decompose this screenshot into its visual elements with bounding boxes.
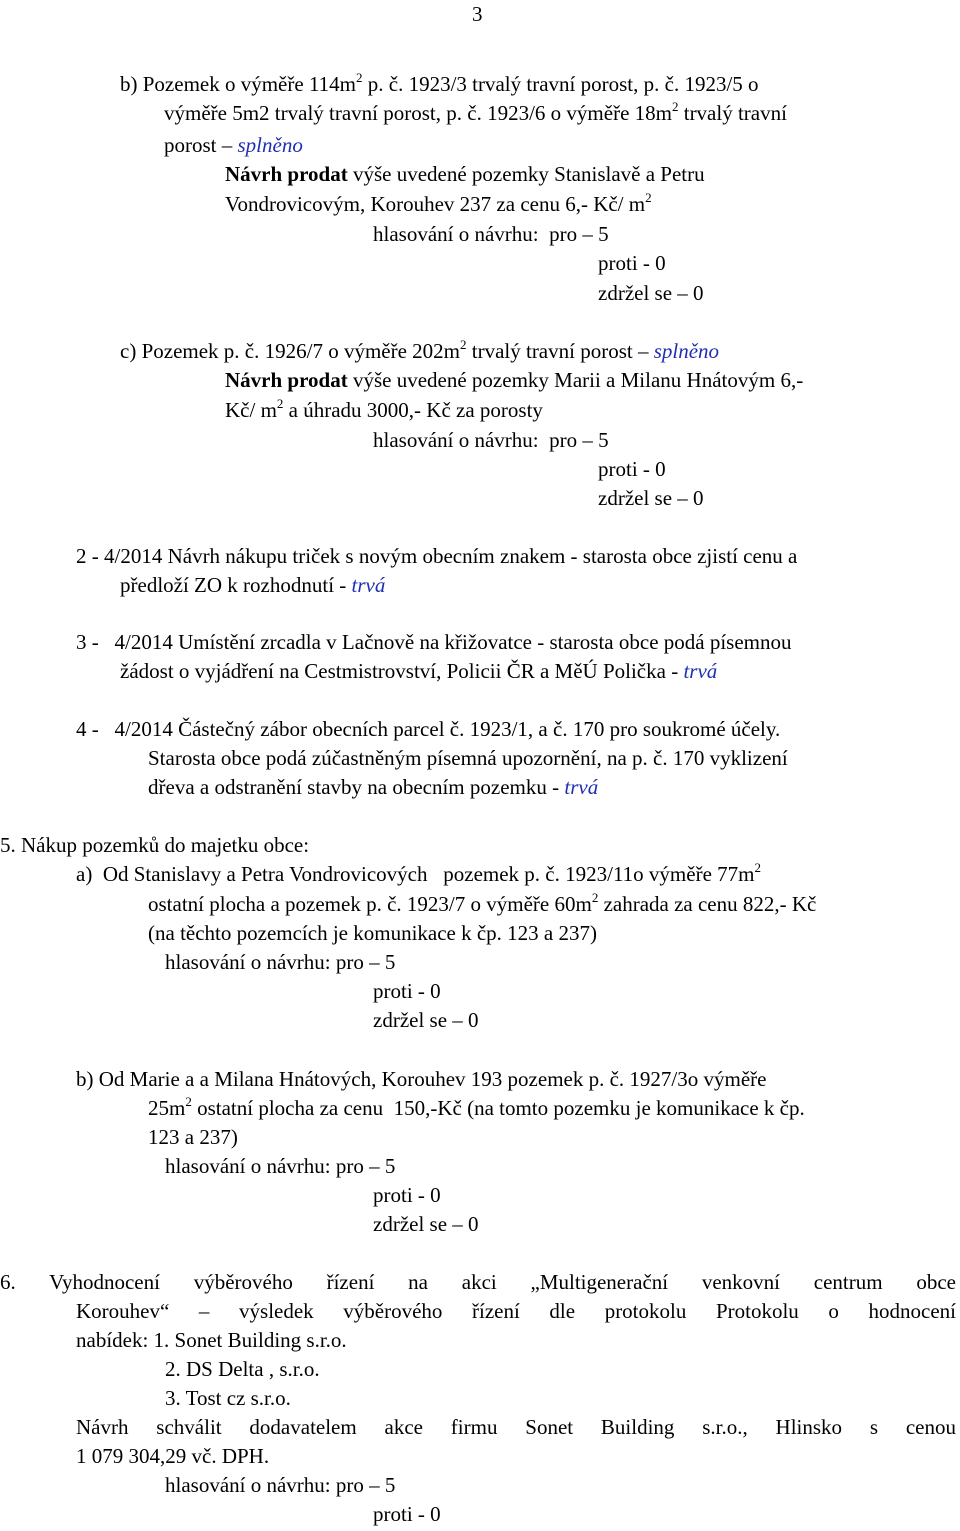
section-5-a-line-1: a) Od Stanislavy a Petra Vondrovicových pozemek p. č. 1923/11o výměře $77m^2$ [76,860,761,886]
item-4-line-2: Starosta obce podá zúčastněným písemná upozornění, na p. č. 170 vyklizení [148,746,788,770]
item-c-line-2: Návrh prodat výše uvedené pozemky Marii a Milanu Hnátovým 6,- [225,368,804,392]
section-6-line-4: 2. DS Delta , s.r.o. [165,1357,320,1381]
vote-against: proti - 0 [598,457,666,481]
section-5-b-line-3: 123 a 237) [148,1125,238,1149]
section-6-line-1: 6. Vyhodnocení výběrového řízení na akci „Multigenerační venkovní centrum obce [0,1270,956,1294]
item-2-line-1: 2 - 4/2014 Návrh nákupu triček s novým obecním znakem - starosta obce zjistí cenu a [76,544,798,568]
item-4-line-1: 4 - 4/2014 Částečný zábor obecních parcel č. 1923/1, a č. 170 pro soukromé účely. [76,717,781,741]
section-5-title: 5. Nákup pozemků do majetku obce: [0,833,310,857]
item-b-line-4: Návrh prodat výše uvedené pozemky Stanislavě a Petru [225,162,705,186]
section-6-line-2: Korouhev“ – výsledek výběrového řízení dle protokolu Protokolu o hodnocení [76,1299,956,1323]
vote-against: proti - 0 [373,979,441,1003]
vote-against: proti - 0 [598,251,666,275]
item-c-line-3: Kč/ $m^2$ a úhradu 3000,- Kč za porosty [225,396,543,422]
section-5-a-line-3: (na těchto pozemcích je komunikace k čp. 123 a 237) [148,921,597,945]
page-number: 3 [472,2,483,26]
vote-label: hlasování o návrhu: pro – 5 [373,222,609,246]
vote-label: hlasování o návrhu: pro – 5 [165,1154,396,1178]
section-5-a-line-2: ostatní plocha a pozemek p. č. 1923/7 o výměře $60m^2$ zahrada za cenu 822,- Kč [148,890,817,916]
item-4-line-3: dřeva a odstranění stavby na obecním pozemku - trvá [148,775,599,799]
section-6-line-5: 3. Tost cz s.r.o. [165,1386,291,1410]
status-ongoing: trvá [351,573,386,597]
section-6-line-3: nabídek: 1. Sonet Building s.r.o. [76,1328,347,1352]
vote-label: hlasování o návrhu: pro – 5 [165,1473,396,1497]
vote-against: proti - 0 [373,1502,441,1526]
status-done: splněno [237,133,303,157]
vote-abstain: zdržel se – 0 [598,486,704,510]
item-b-line-3: porost – splněno [164,133,303,157]
vote-label: hlasování o návrhu: pro – 5 [165,950,396,974]
item-3-line-1: 3 - 4/2014 Umístění zrcadla v Lačnově na křižovatce - starosta obce podá písemnou [76,630,792,654]
item-b-line-5: Vondrovicovým, Korouhev 237 za cenu 6,- Kč/ $m^2$ [225,190,652,216]
vote-label: hlasování o návrhu: pro – 5 [373,428,609,452]
vote-abstain: zdržel se – 0 [373,1008,479,1032]
section-6-line-7: 1 079 304,29 vč. DPH. [76,1444,270,1468]
status-ongoing: trvá [564,775,599,799]
vote-abstain: zdržel se – 0 [598,281,704,305]
item-b-line-1: b) Pozemek o výměře $114m^2$ p. č. 1923/3 trvalý travní porost, p. č. 1923/5 o [120,70,759,96]
section-5-b-line-1: b) Od Marie a a Milana Hnátových, Korouhev 193 pozemek p. č. 1927/3o výměře [76,1067,767,1091]
item-c-line-1: c) Pozemek p. č. 1926/7 o výměře $202m^2$ trvalý travní porost – splněno [120,337,720,363]
section-6-line-6: Návrh schválit dodavatelem akce firmu Sonet Building s.r.o., Hlinsko s cenou [76,1415,956,1439]
item-3-line-2: žádost o vyjádření na Cestmistrovství, Policii ČR a MěÚ Polička - trvá [120,659,718,683]
status-ongoing: trvá [683,659,718,683]
item-b-line-2: výměře 5m2 trvalý travní porost, p. č. 1923/6 o výměře $18m^2$ trvalý travní [164,99,787,125]
vote-abstain: zdržel se – 0 [373,1212,479,1236]
item-2-line-2: předloží ZO k rozhodnutí - trvá [120,573,386,597]
section-5-b-line-2: $25m^2$ ostatní plocha za cenu 150,-Kč (na tomto pozemku je komunikace k čp. [148,1094,805,1120]
vote-against: proti - 0 [373,1183,441,1207]
status-done: splněno [653,339,720,363]
